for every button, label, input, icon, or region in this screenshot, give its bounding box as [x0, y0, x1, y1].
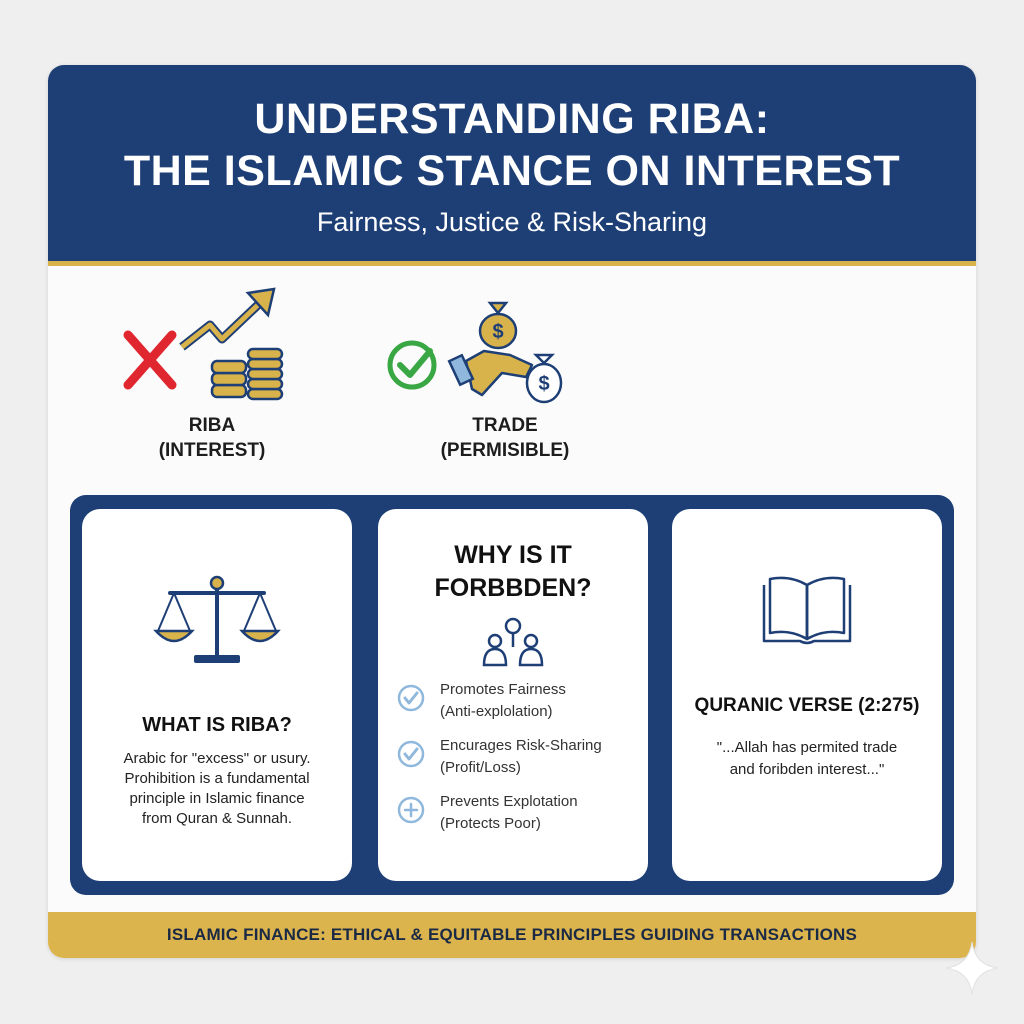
what-is-riba-title: WHAT IS RIBA? — [142, 714, 292, 736]
benefit-line2: (Protects Poor) — [440, 815, 541, 832]
why-forbidden-title-line2: FORBBDEN? — [434, 574, 592, 602]
what-is-riba-line4: from Quran & Sunnah. — [141, 810, 293, 827]
quranic-verse-line2: and foribden interest..." — [729, 761, 885, 778]
benefit-line2: (Anti-explolation) — [440, 703, 553, 720]
what-is-riba-card — [82, 509, 352, 881]
svg-text:$: $ — [538, 373, 550, 395]
benefit-text — [440, 679, 566, 723]
footer-banner: ISLAMIC FINANCE: ETHICAL & EQUITABLE PRINCIPLES GUIDING TRANSACTIONS — [48, 912, 976, 958]
page-subtitle: Fairness, Justice & Risk-Sharing — [316, 207, 708, 237]
what-is-riba-line1: Arabic for "excess" or usury. — [123, 750, 311, 767]
riba-label — [112, 413, 312, 463]
page-title-line1: UNDERSTANDING RIBA: — [254, 95, 770, 143]
benefit-text — [440, 735, 602, 779]
what-is-riba-body — [96, 749, 338, 829]
what-is-riba-line2: Prohibition is a fundamental — [124, 770, 310, 787]
quranic-verse-line1: "...Allah has permited trade — [716, 739, 898, 756]
riba-label-line1: RIBA — [188, 415, 236, 436]
riba-label-line2: (INTEREST) — [158, 440, 266, 461]
what-is-riba-line3: principle in Islamic finance — [129, 790, 305, 807]
quranic-verse-body — [682, 737, 932, 781]
green-check-handshake-money-icon — [386, 293, 566, 413]
check-circle-icon — [396, 683, 426, 713]
red-x-rising-coins-icon — [120, 285, 290, 405]
trade-label-line2: (PERMISIBLE) — [440, 440, 570, 461]
header-divider — [48, 261, 976, 266]
why-forbidden-title — [378, 539, 648, 605]
plus-circle-icon — [396, 795, 426, 825]
balance-scale-icon — [152, 569, 282, 669]
quranic-verse-title: QURANIC VERSE (2:275) — [694, 695, 920, 716]
open-book-icon — [760, 571, 854, 647]
benefit-line1: Prevents Explotation — [440, 793, 578, 810]
community-people-icon — [481, 617, 545, 667]
svg-text:$: $ — [492, 321, 504, 343]
benefit-item — [396, 735, 636, 781]
why-forbidden-title-line1: WHY IS IT — [454, 541, 572, 569]
benefit-item — [396, 791, 636, 837]
sparkle-icon — [944, 940, 1000, 996]
info-panel — [70, 495, 954, 895]
benefit-text — [440, 791, 578, 835]
trade-label — [405, 413, 605, 463]
benefit-item — [396, 679, 636, 725]
trade-label-line1: TRADE — [472, 415, 538, 436]
check-circle-icon — [396, 739, 426, 769]
benefit-line1: Promotes Fairness — [440, 681, 566, 698]
quranic-verse-card — [672, 509, 942, 881]
page-title-line2: THE ISLAMIC STANCE ON INTEREST — [123, 147, 901, 195]
header-banner — [48, 65, 976, 265]
infographic-poster — [48, 65, 976, 958]
benefit-line1: Encurages Risk-Sharing — [440, 737, 602, 754]
why-forbidden-card — [378, 509, 648, 881]
benefit-line2: (Profit/Loss) — [440, 759, 521, 776]
